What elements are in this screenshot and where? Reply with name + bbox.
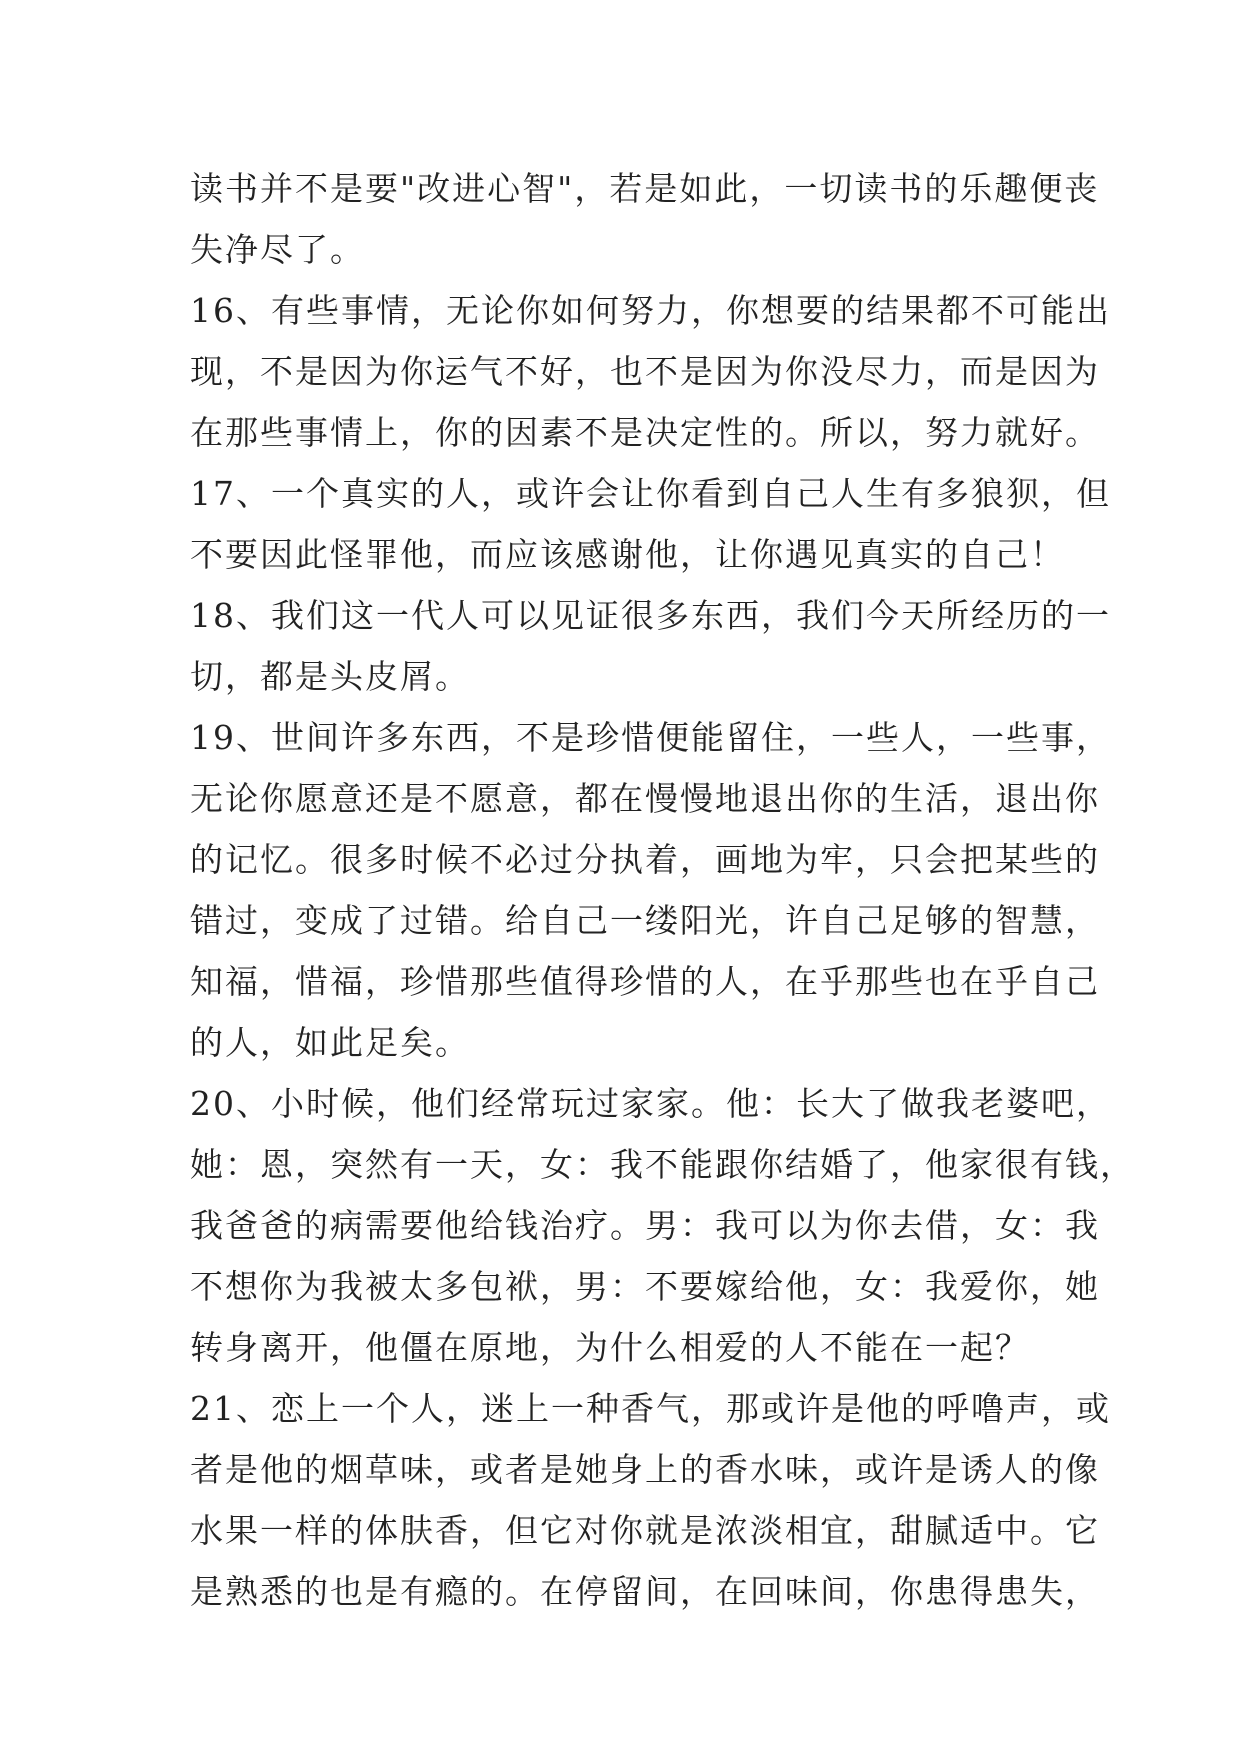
text-line: 无论你愿意还是不愿意，都在慢慢地退出你的生活，退出你 <box>190 779 1100 818</box>
text-line: 19、世间许多东西，不是珍惜便能留住，一些人，一些事， <box>190 718 1111 757</box>
text-line: 18、我们这一代人可以见证很多东西，我们今天所经历的一 <box>190 596 1111 635</box>
text-line: 失净尽了。 <box>190 230 365 269</box>
text-line: 读书并不是要"改进心智"，若是如此，一切读书的乐趣便丧 <box>190 169 1100 208</box>
text-line: 现，不是因为你运气不好，也不是因为你没尽力，而是因为 <box>190 352 1100 391</box>
text-line: 不想你为我被太多包袱，男：不要嫁给他，女：我爱你，她 <box>190 1267 1100 1306</box>
text-line: 17、一个真实的人，或许会让你看到自己人生有多狼狈，但 <box>190 474 1111 513</box>
document-body <box>190 158 1135 1622</box>
text-line: 切，都是头皮屑。 <box>190 657 470 696</box>
text-line: 是熟悉的也是有瘾的。在停留间，在回味间，你患得患失， <box>190 1572 1100 1611</box>
text-line: 16、有些事情，无论你如何努力，你想要的结果都不可能出 <box>190 291 1111 330</box>
text-line: 者是他的烟草味，或者是她身上的香水味，或许是诱人的像 <box>190 1450 1100 1489</box>
text-line: 的记忆。很多时候不必过分执着，画地为牢，只会把某些的 <box>190 840 1100 879</box>
text-line: 转身离开，他僵在原地，为什么相爱的人不能在一起？ <box>190 1328 1030 1367</box>
text-line: 21、恋上一个人，迷上一种香气，那或许是他的呼噜声，或 <box>190 1389 1111 1428</box>
text-line: 错过，变成了过错。给自己一缕阳光，许自己足够的智慧， <box>190 901 1100 940</box>
text-line: 不要因此怪罪他，而应该感谢他，让你遇见真实的自己！ <box>190 535 1065 574</box>
text-line: 20、小时候，他们经常玩过家家。他：长大了做我老婆吧， <box>190 1084 1111 1123</box>
text-line: 在那些事情上，你的因素不是决定性的。所以，努力就好。 <box>190 413 1100 452</box>
text-line: 知福，惜福，珍惜那些值得珍惜的人，在乎那些也在乎自己 <box>190 962 1100 1001</box>
text-line: 的人，如此足矣。 <box>190 1023 470 1062</box>
text-line: 她：恩，突然有一天，女：我不能跟你结婚了，他家很有钱， <box>190 1145 1135 1184</box>
text-line: 水果一样的体肤香，但它对你就是浓淡相宜，甜腻适中。它 <box>190 1511 1100 1550</box>
text-line: 我爸爸的病需要他给钱治疗。男：我可以为你去借，女：我 <box>190 1206 1100 1245</box>
